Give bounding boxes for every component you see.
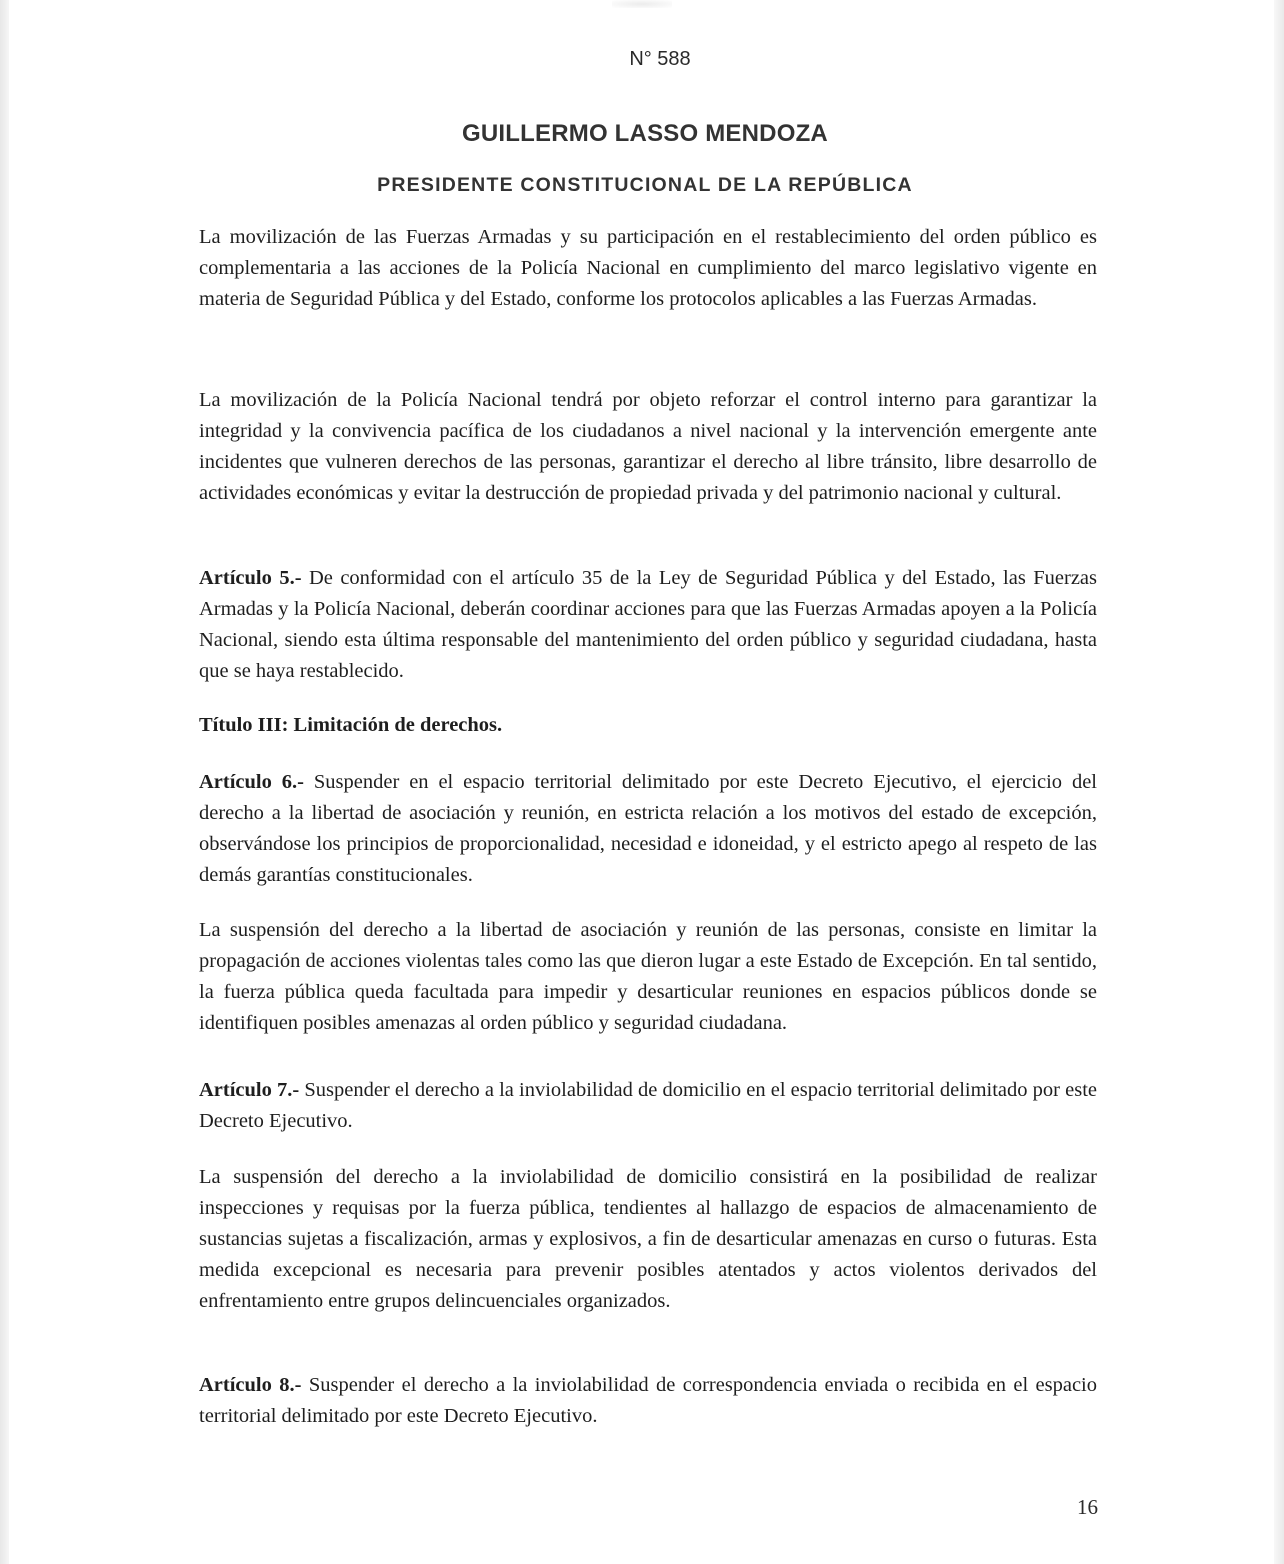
- article-5-text: De conformidad con el artículo 35 de la Ley de Seguridad Pública y del Estado, las Fuerzas Armadas y la Policía Nacional, deberán coordinar acciones para que las Fuerzas Armadas apoyen a la Policía Nacional, siendo esta última responsable del mantenimiento del orden público y seguridad ciudadana, hasta que se haya restablecido.: [199, 567, 1097, 682]
- paragraph-asociacion-reunion: La suspensión del derecho a la libertad de asociación y reunión de las personas, consiste en limitar la propagación de acciones violentas tales como las que dieron lugar a este Estado de Excepción. En tal sentido, la fuerza pública queda facultada para impedir y desarticular reuniones en espacios públicos donde se identifiquen posibles amenazas al orden público y seguridad ciudadana.: [199, 919, 1097, 1034]
- article-6: [199, 767, 1097, 891]
- article-8-label: Artículo 8.-: [199, 1374, 302, 1396]
- page-shadow-left: [0, 0, 9, 1564]
- decree-number: N° 588: [629, 48, 691, 70]
- president-name: GUILLERMO LASSO MENDOZA: [462, 120, 828, 147]
- scan-smudge: [612, 0, 672, 8]
- article-5: [199, 563, 1097, 687]
- paragraph-inviolabilidad-domicilio: La suspensión del derecho a la inviolabilidad de domicilio consistirá en la posibilidad de realizar inspecciones y requisas por la fuerza pública, tendientes al hallazgo de espacios de almacenamiento de sustancias sujetas a fiscalización, armas y explosivos, a fin de desarticular amenazas en curso o futuras. Esta medida excepcional es necesaria para prevenir posibles atentados y actos violentos derivados del enfrentamiento entre grupos delincuenciales organizados.: [199, 1166, 1097, 1312]
- president-title: PRESIDENTE CONSTITUCIONAL DE LA REPÚBLICA: [377, 174, 913, 196]
- article-5-label: Artículo 5.-: [199, 567, 302, 589]
- article-6-text: Suspender en el espacio territorial delimitado por este Decreto Ejecutivo, el ejercicio del derecho a la libertad de asociación y reunión, en estricta relación a los motivos del estado de excepción, observándose los principios de proporcionalidad, necesidad e idoneidad, y el estricto apego al respeto de las demás garantías constitucionales.: [199, 771, 1097, 886]
- paragraph-fuerzas-armadas: La movilización de las Fuerzas Armadas y su participación en el restablecimiento del orden público es complementaria a las acciones de la Policía Nacional en cumplimiento del marco legislativo vigente en materia de Seguridad Pública y del Estado, conforme los protocolos aplicables a las Fuerzas Armadas.: [199, 226, 1097, 310]
- title-iii-heading: Título III: Limitación de derechos.: [199, 714, 503, 736]
- article-7: [199, 1075, 1097, 1137]
- article-8: [199, 1370, 1097, 1432]
- article-7-label: Artículo 7.-: [199, 1079, 300, 1101]
- article-8-text: Suspender el derecho a la inviolabilidad de correspondencia enviada o recibida en el espacio territorial delimitado por este Decreto Ejecutivo.: [199, 1374, 1097, 1427]
- page-shadow-right: [1274, 0, 1284, 1564]
- paragraph-policia-nacional: La movilización de la Policía Nacional tendrá por objeto reforzar el control interno para garantizar la integridad y la convivencia pacífica de los ciudadanos a nivel nacional y la intervención emergente ante incidentes que vulneren derechos de las personas, garantizar el derecho al libre tránsito, libre desarrollo de actividades económicas y evitar la destrucción de propiedad privada y del patrimonio nacional y cultural.: [199, 389, 1097, 504]
- article-6-label: Artículo 6.-: [199, 771, 304, 793]
- page-number: 16: [1077, 1495, 1098, 1519]
- article-7-text: Suspender el derecho a la inviolabilidad de domicilio en el espacio territorial delimitado por este Decreto Ejecutivo.: [199, 1079, 1097, 1132]
